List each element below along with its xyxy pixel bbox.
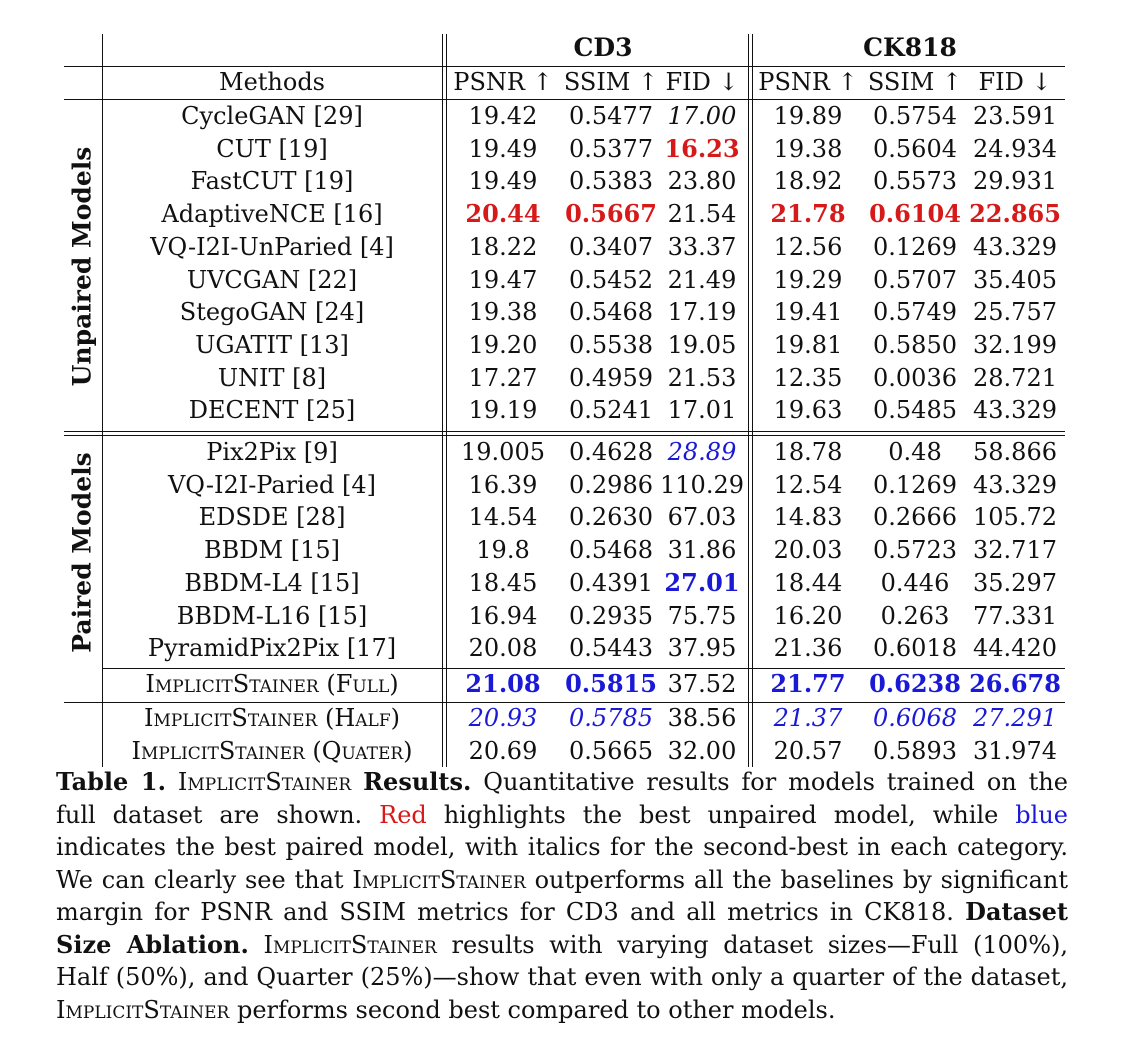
method-name: UGATIT [13]: [195, 330, 349, 359]
table-rule: [752, 34, 753, 767]
section-label: Unpaired Models: [67, 146, 97, 386]
metric-value: 12.35: [773, 363, 843, 392]
method-name: VQ-I2I-UnParied [4]: [150, 232, 394, 261]
table-rule: [64, 702, 1065, 703]
table-rule: [64, 431, 1065, 432]
metric-value: 43.329: [973, 396, 1057, 425]
metric-value: 27.01: [664, 567, 740, 597]
metric-value: 0.1269: [873, 232, 957, 261]
metric-value: 19.81: [773, 330, 843, 359]
metric-value: 29.931: [973, 167, 1057, 196]
metric-value: 0.5850: [873, 330, 957, 359]
group-header-ck818: CK818: [863, 33, 957, 62]
method-name: VQ-I2I-Paried [4]: [167, 470, 377, 499]
metric-value: 0.4391: [569, 568, 653, 597]
metric-value: 37.95: [667, 634, 737, 663]
caption-method-name: ImplicitStainer: [352, 865, 526, 894]
metric-value: 19.05: [667, 330, 737, 359]
metric-value: 18.45: [468, 568, 538, 597]
table-rule: [64, 66, 1065, 67]
table-rule: [446, 34, 447, 767]
metric-value: 43.329: [973, 232, 1057, 261]
column-header-metric: FID ↓: [978, 68, 1052, 96]
metric-value: 0.4628: [569, 438, 653, 466]
metric-value: 110.29: [660, 470, 744, 499]
metric-value: 0.5443: [569, 634, 653, 663]
metric-value: 0.0036: [873, 363, 957, 392]
metric-value: 21.49: [667, 265, 737, 294]
metric-value: 21.53: [667, 363, 737, 392]
metric-value: 19.49: [468, 134, 538, 163]
metric-value: 0.6104: [869, 199, 961, 229]
column-header-metric: PSNR ↑: [758, 68, 858, 96]
metric-value: 67.03: [667, 503, 737, 532]
metric-value: 43.329: [973, 470, 1057, 499]
column-header-metric: PSNR ↑: [453, 68, 553, 96]
metric-value: 31.86: [667, 536, 737, 565]
metric-value: 20.03: [773, 536, 843, 565]
metric-value: 19.89: [773, 102, 843, 130]
metric-value: 0.48: [888, 438, 942, 466]
method-name: ImplicitStainer (Quater): [131, 736, 413, 765]
method-name: ImplicitStainer (Full): [145, 670, 399, 698]
metric-value: 19.005: [461, 438, 545, 466]
metric-value: 19.42: [468, 102, 538, 130]
metric-value: 19.41: [773, 298, 843, 327]
metric-value: 17.01: [667, 396, 737, 425]
metric-value: 0.5749: [873, 298, 957, 327]
column-header-metric: SSIM ↑: [867, 68, 963, 96]
metric-value: 0.5573: [873, 167, 957, 196]
table-rule: [64, 435, 1065, 436]
metric-value: 20.57: [773, 736, 843, 765]
caption-text: highlights the best unpaired model, while: [443, 800, 999, 829]
metric-value: 20.93: [468, 704, 538, 732]
metric-value: 38.56: [667, 704, 737, 732]
caption-text: performs second best compared to other models.: [236, 995, 836, 1024]
metric-value: 17.19: [667, 298, 737, 327]
metric-value: 21.36: [773, 634, 843, 663]
metric-value: 58.866: [973, 438, 1057, 466]
caption-blue-word: blue: [1015, 800, 1068, 829]
metric-value: 0.5667: [565, 199, 657, 229]
metric-value: 12.56: [773, 232, 843, 261]
column-header-metric: SSIM ↑: [563, 68, 659, 96]
method-name: FastCUT [19]: [190, 167, 354, 196]
method-name: StegoGAN [24]: [179, 298, 365, 327]
metric-value: 0.5604: [873, 134, 957, 163]
metric-value: 19.8: [476, 536, 530, 565]
method-name: UNIT [8]: [217, 363, 327, 392]
metric-value: 32.199: [973, 330, 1057, 359]
metric-value: 105.72: [973, 503, 1057, 532]
metric-value: 21.54: [667, 200, 737, 229]
caption-method-name: ImplicitStainer: [177, 768, 352, 796]
metric-value: 12.54: [773, 470, 843, 499]
metric-value: 0.1269: [873, 470, 957, 499]
metric-value: 0.5538: [569, 330, 653, 359]
metric-value: 14.83: [773, 503, 843, 532]
metric-value: 0.5754: [873, 102, 957, 130]
caption-text: results with varying dataset sizes—Full (100%), Half (50%), and Quarter (25%)—show that even with only a quarter of the dataset,: [56, 930, 1068, 991]
column-header-methods: Methods: [218, 68, 326, 96]
metric-value: 0.5665: [569, 736, 653, 765]
metric-value: 0.4959: [569, 363, 653, 392]
metric-value: 16.23: [664, 133, 740, 163]
metric-value: 19.20: [468, 330, 538, 359]
metric-value: 0.3407: [569, 232, 653, 261]
table-rule: [64, 99, 1065, 100]
metric-value: 14.54: [468, 503, 538, 532]
metric-value: 77.331: [973, 601, 1057, 630]
caption-ablation-heading: Dataset Size Ablation.: [56, 897, 1068, 959]
method-name: BBDM-L16 [15]: [176, 601, 368, 630]
metric-value: 0.5477: [569, 102, 653, 130]
metric-value: 0.5468: [569, 298, 653, 327]
method-name: Pix2Pix [9]: [206, 438, 338, 466]
metric-value: 16.39: [468, 470, 538, 499]
caption-red-word: Red: [379, 800, 427, 829]
metric-value: 19.19: [468, 396, 538, 425]
method-name: CUT [19]: [216, 134, 328, 163]
metric-value: 0.2666: [873, 503, 957, 532]
metric-value: 32.717: [973, 536, 1057, 565]
metric-value: 0.263: [880, 601, 950, 630]
method-name: CycleGAN [29]: [181, 102, 363, 130]
metric-value: 0.5785: [569, 704, 653, 732]
metric-value: 25.757: [973, 298, 1057, 327]
table-rule: [102, 34, 103, 767]
group-header-cd3: CD3: [573, 33, 633, 62]
metric-value: 19.38: [773, 134, 843, 163]
metric-value: 17.00: [667, 102, 737, 130]
metric-value: 21.08: [465, 669, 541, 698]
table-rule: [103, 668, 1065, 669]
metric-value: 18.92: [773, 167, 843, 196]
metric-value: 18.22: [468, 232, 538, 261]
metric-value: 35.405: [973, 265, 1057, 294]
column-header-metric: FID ↓: [665, 68, 739, 96]
metric-value: 21.78: [770, 199, 846, 229]
metric-value: 0.2986: [569, 470, 653, 499]
metric-value: 37.52: [667, 670, 737, 698]
metric-value: 0.6068: [873, 704, 957, 732]
metric-value: 0.2630: [569, 503, 653, 532]
metric-value: 19.47: [468, 265, 538, 294]
metric-value: 19.29: [773, 265, 843, 294]
metric-value: 20.44: [465, 199, 541, 229]
metric-value: 28.89: [667, 438, 737, 466]
metric-value: 28.721: [973, 363, 1057, 392]
caption-method-name: ImplicitStainer: [56, 995, 230, 1024]
metric-value: 19.49: [468, 167, 538, 196]
metric-value: 0.2935: [569, 601, 653, 630]
metric-value: 16.94: [468, 601, 538, 630]
metric-value: 0.6238: [869, 669, 961, 698]
metric-value: 18.44: [773, 568, 843, 597]
metric-value: 17.27: [468, 363, 538, 392]
metric-value: 23.80: [667, 167, 737, 196]
metric-value: 75.75: [667, 601, 737, 630]
metric-value: 44.420: [973, 634, 1057, 663]
metric-value: 16.20: [773, 601, 843, 630]
caption-method-name: ImplicitStainer: [263, 930, 437, 959]
metric-value: 0.5815: [565, 669, 657, 698]
caption-table-number: Table 1.: [56, 767, 166, 796]
caption-text: indicates the best paired model, with italics for the second-best in each category. We can clearly see that: [56, 833, 1068, 894]
metric-value: 18.78: [773, 438, 843, 466]
method-name: AdaptiveNCE [16]: [161, 200, 383, 229]
metric-value: 0.446: [880, 568, 950, 597]
caption-results-heading: Results.: [363, 767, 472, 796]
table-caption: [56, 766, 1068, 1026]
metric-value: 21.37: [773, 704, 843, 732]
metric-value: 26.678: [969, 669, 1061, 698]
metric-value: 20.69: [468, 736, 538, 765]
metric-value: 23.591: [973, 102, 1057, 130]
metric-value: 22.865: [969, 199, 1061, 229]
metric-value: 0.5707: [873, 265, 957, 294]
metric-value: 27.291: [973, 704, 1057, 732]
metric-value: 0.6018: [873, 634, 957, 663]
metric-value: 0.5485: [873, 396, 957, 425]
caption-text: Quantitative results for models trained on the full dataset are shown.: [56, 768, 1068, 829]
metric-value: 0.5241: [569, 396, 653, 425]
metric-value: 0.5383: [569, 167, 653, 196]
method-name: UVCGAN [22]: [186, 265, 358, 294]
section-label: Paired Models: [67, 451, 97, 653]
metric-value: 24.934: [973, 134, 1057, 163]
table-rule: [442, 34, 443, 767]
metric-value: 20.08: [468, 634, 538, 663]
method-name: DECENT [25]: [188, 396, 356, 425]
metric-value: 32.00: [667, 736, 737, 765]
metric-value: 0.5893: [873, 736, 957, 765]
method-name: PyramidPix2Pix [17]: [147, 634, 397, 663]
metric-value: 35.297: [973, 568, 1057, 597]
caption-text: outperforms all the baselines by significant margin for PSNR and SSIM metrics for CD3 and all metrics in CK818.: [56, 865, 1068, 926]
method-name: EDSDE [28]: [198, 503, 346, 532]
metric-value: 19.38: [468, 298, 538, 327]
metric-value: 31.974: [973, 736, 1057, 765]
method-name: BBDM-L4 [15]: [184, 568, 360, 597]
metric-value: 19.63: [773, 396, 843, 425]
method-name: BBDM [15]: [204, 536, 340, 565]
metric-value: 21.77: [770, 669, 846, 698]
metric-value: 0.5723: [873, 536, 957, 565]
metric-value: 33.37: [667, 232, 737, 261]
metric-value: 0.5452: [569, 265, 653, 294]
method-name: ImplicitStainer (Half): [144, 704, 400, 732]
metric-value: 0.5377: [569, 134, 653, 163]
table-rule: [748, 34, 749, 767]
metric-value: 0.5468: [569, 536, 653, 565]
